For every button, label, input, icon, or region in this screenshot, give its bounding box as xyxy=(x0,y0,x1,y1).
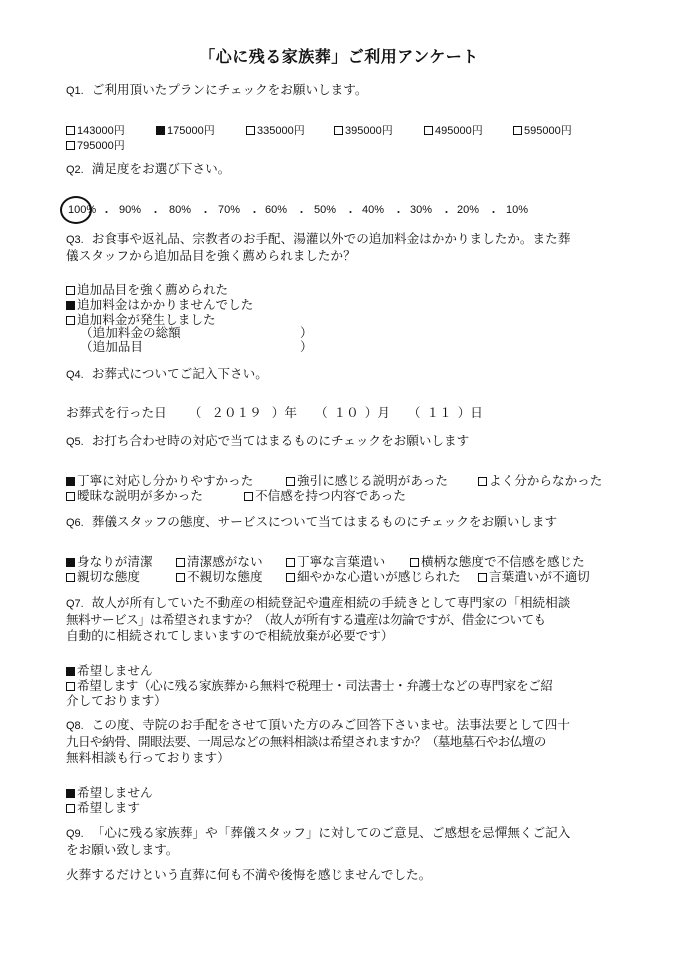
q6-option-arrogant[interactable]: 横柄な態度で不信感を感じた xyxy=(410,554,585,570)
scale-100[interactable]: 100% xyxy=(68,204,97,216)
q6-option-polite-words[interactable]: 丁寧な言葉遣い xyxy=(286,554,385,570)
q1-option-335000[interactable]: 335000円 xyxy=(246,122,305,139)
scale-dot: ・ xyxy=(101,207,112,219)
scale-60[interactable]: 60% xyxy=(265,204,288,216)
q1-option-143000[interactable]: 143000円 xyxy=(66,122,125,139)
scale-80[interactable]: 80% xyxy=(169,204,192,216)
scale-dot: ・ xyxy=(345,207,356,219)
scale-90[interactable]: 90% xyxy=(119,204,142,216)
checkbox-icon[interactable] xyxy=(478,573,487,582)
q5-option-vague[interactable]: 曖昧な説明が多かった xyxy=(66,488,203,504)
checkbox-checked-icon[interactable] xyxy=(66,477,75,486)
q3-option-strongly-recommended[interactable]: 追加品目を強く薦められた xyxy=(66,282,228,298)
scale-dot: ・ xyxy=(393,207,404,219)
checkbox-icon[interactable] xyxy=(66,286,75,295)
q8-question xyxy=(66,717,626,766)
page-title: 「心に残る家族葬」ご利用アンケート xyxy=(199,47,479,66)
q8-option-request[interactable]: 希望します xyxy=(66,800,140,816)
q4-date-row: お葬式を行った日 （ ２０１９ ）年 （ １０ ）月 （ １１ ）日 xyxy=(66,405,483,420)
scale-dot: ・ xyxy=(296,207,307,219)
q6-option-unclean[interactable]: 清潔感がない xyxy=(176,554,263,570)
q9-answer: 火葬するだけという直葬に何も不満や後悔を感じませんでした。 xyxy=(66,867,432,882)
scale-30[interactable]: 30% xyxy=(410,204,433,216)
q1-option-175000[interactable]: 175000円 xyxy=(156,122,215,139)
q8-text-line1: この度、寺院のお手配をさせて頂いた方のみご回答下さいませ。法事法要として四十 xyxy=(91,717,570,732)
checkbox-icon[interactable] xyxy=(246,126,255,135)
q2-text: 満足度をお選び下さい。 xyxy=(91,161,231,176)
checkbox-checked-icon[interactable] xyxy=(66,558,75,567)
q8-text-line3: 無料相談も行っております） xyxy=(66,750,230,765)
checkbox-icon[interactable] xyxy=(66,573,75,582)
q9-text-line1: 「心に残る家族葬」や「葬儀スタッフ」に対してのご意見、ご感想を忌憚無くご記入 xyxy=(91,825,571,840)
checkbox-icon[interactable] xyxy=(478,477,487,486)
q2-question xyxy=(66,161,626,178)
q7-option-request[interactable]: 希望します（心に残る家族葬から無料で税理士・司法書士・弁護士などの専門家をご紹 xyxy=(66,678,553,694)
day-value[interactable]: １１ xyxy=(426,405,452,420)
q2-number: Q2. xyxy=(66,164,84,176)
q8-text-line2: 九日や納骨、開眼法要、一周忌などの無料相談は希望されますか？（墓地墓石やお仏壇の xyxy=(66,734,546,749)
q1-number: Q1. xyxy=(66,85,84,97)
q3-option-fee-incurred[interactable]: 追加料金が発生しました xyxy=(66,312,216,328)
scale-dot: ・ xyxy=(249,207,260,219)
checkbox-icon[interactable] xyxy=(424,126,433,135)
q7-text-line1: 故人が所有していた不動産の相続登記や遺産相続の手続きとして専門家の「相続相談 xyxy=(91,595,571,610)
q1-text: ご利用頂いたプランにチェックをお願いします。 xyxy=(91,82,368,97)
q9-text-line2: をお願い致します。 xyxy=(66,842,179,857)
checkbox-checked-icon[interactable] xyxy=(66,789,75,798)
q8-number: Q8. xyxy=(66,720,84,732)
checkbox-icon[interactable] xyxy=(513,126,522,135)
q5-option-unclear[interactable]: よく分からなかった xyxy=(478,473,602,489)
date-label: お葬式を行った日 xyxy=(66,405,167,420)
q1-option-595000[interactable]: 595000円 xyxy=(513,122,572,139)
scale-dot: ・ xyxy=(488,207,499,219)
q7-question xyxy=(66,595,626,644)
checkbox-icon[interactable] xyxy=(286,558,295,567)
q3-items-field[interactable]: （追加品目 ） xyxy=(80,339,313,354)
checkbox-icon[interactable] xyxy=(334,126,343,135)
checkbox-icon[interactable] xyxy=(176,558,185,567)
q7-number: Q7. xyxy=(66,598,84,610)
q7-option-request-line2: 介しております） xyxy=(66,693,167,708)
q6-option-considerate[interactable]: 細やかな心遣いが感じられた xyxy=(286,569,461,585)
checkbox-icon[interactable] xyxy=(66,804,75,813)
scale-70[interactable]: 70% xyxy=(218,204,241,216)
year-value[interactable]: ２０１９ xyxy=(211,405,262,420)
checkbox-checked-icon[interactable] xyxy=(156,126,165,135)
q4-number: Q4. xyxy=(66,369,84,381)
q4-text: お葬式についてご記入下さい。 xyxy=(91,366,268,381)
scale-20[interactable]: 20% xyxy=(457,204,480,216)
q7-text-line3: 自動的に相続されてしまいますので相続放棄が必要です） xyxy=(66,628,394,643)
q9-question xyxy=(66,825,626,858)
q1-question xyxy=(66,82,626,99)
checkbox-icon[interactable] xyxy=(66,316,75,325)
scale-dot: ・ xyxy=(200,207,211,219)
q6-option-improper-words[interactable]: 言葉遣いが不適切 xyxy=(478,569,590,585)
q7-option-decline[interactable]: 希望しません xyxy=(66,663,153,679)
q5-number: Q5. xyxy=(66,436,84,448)
scale-dot: ・ xyxy=(441,207,452,219)
scale-40[interactable]: 40% xyxy=(362,204,385,216)
q6-number: Q6. xyxy=(66,517,84,529)
q4-question xyxy=(66,366,626,383)
checkbox-checked-icon[interactable] xyxy=(66,667,75,676)
checkbox-icon[interactable] xyxy=(244,492,253,501)
q8-option-decline[interactable]: 希望しません xyxy=(66,785,153,801)
q6-text: 葬儀スタッフの態度、サービスについて当てはまるものにチェックをお願いします xyxy=(91,514,558,529)
scale-50[interactable]: 50% xyxy=(314,204,337,216)
checkbox-icon[interactable] xyxy=(176,573,185,582)
checkbox-icon[interactable] xyxy=(286,477,295,486)
q1-option-495000[interactable]: 495000円 xyxy=(424,122,483,139)
q5-option-pushy[interactable]: 強引に感じる説明があった xyxy=(286,473,448,489)
checkbox-icon[interactable] xyxy=(66,126,75,135)
month-value[interactable]: １０ xyxy=(333,405,359,420)
q3-text-line2: 儀スタッフから追加品目を強く薦められましたか？ xyxy=(66,248,356,263)
scale-dot: ・ xyxy=(150,207,161,219)
checkbox-icon[interactable] xyxy=(66,682,75,691)
q7-text-line2: 無料サービス」は希望されますか？（故人が所有する遺産は勿論ですが、借金についても xyxy=(66,612,546,627)
q9-number: Q9. xyxy=(66,828,84,840)
q3-question xyxy=(66,231,626,264)
q3-option-no-additional-fee[interactable]: 追加料金はかかりませんでした xyxy=(66,297,253,313)
q1-option-795000[interactable]: 795000円 xyxy=(66,137,125,154)
q6-option-kind[interactable]: 親切な態度 xyxy=(66,569,140,585)
q3-text-line1: お食事や返礼品、宗教者のお手配、湯灌以外での追加料金はかかりましたか。また葬 xyxy=(91,231,571,246)
q3-total-amount-field[interactable]: （追加料金の総額 ） xyxy=(80,325,313,340)
q5-question xyxy=(66,433,626,450)
q6-option-unkind[interactable]: 不親切な態度 xyxy=(176,569,263,585)
q5-option-distrust[interactable]: 不信感を持つ内容であった xyxy=(244,488,406,504)
q5-option-polite[interactable]: 丁寧に対応し分かりやすかった xyxy=(66,473,253,489)
q6-question xyxy=(66,514,626,531)
checkbox-icon[interactable] xyxy=(410,558,419,567)
checkbox-icon[interactable] xyxy=(286,573,295,582)
checkbox-icon[interactable] xyxy=(66,492,75,501)
q6-option-clean-appearance[interactable]: 身なりが清潔 xyxy=(66,554,153,570)
checkbox-checked-icon[interactable] xyxy=(66,301,75,310)
q1-option-395000[interactable]: 395000円 xyxy=(334,122,393,139)
q3-number: Q3. xyxy=(66,234,84,246)
checkbox-icon[interactable] xyxy=(66,141,75,150)
q5-text: お打ち合わせ時の対応で当てはまるものにチェックをお願いします xyxy=(91,433,470,448)
scale-10[interactable]: 10% xyxy=(506,204,529,216)
